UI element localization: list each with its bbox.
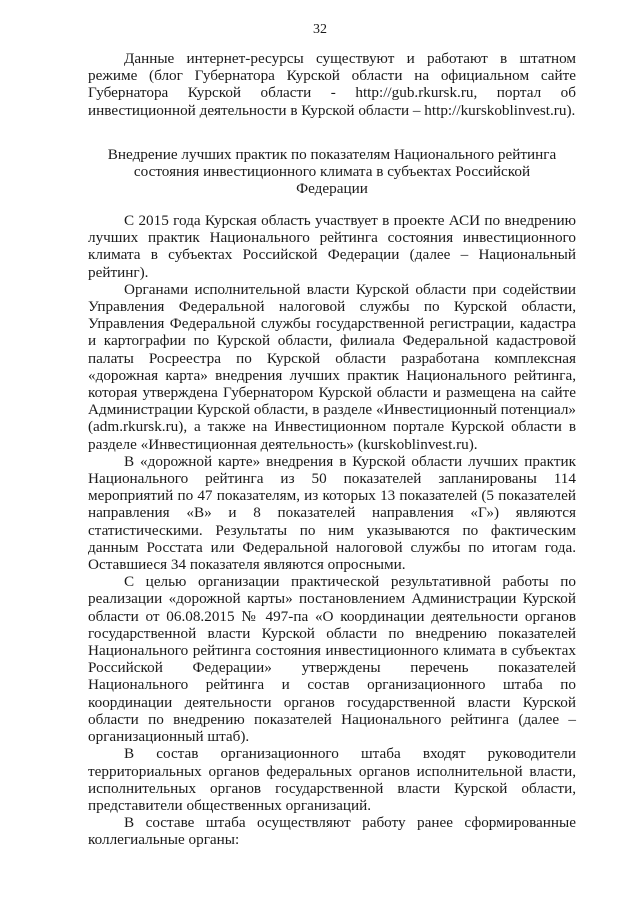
- body-text: [88, 212, 576, 849]
- paragraph-roadmap-indicators: В «дорожной карте» внедрения в Курской области лучших практик Национального рейтинга из 50 показателей запланированы 114 мероприятий по 47 показателям, из которых 13 показателей (5 показателей направления «В» и 8 показателей направления «Г») являются статистическими. Результаты по ним указываются по фактическим данным Росстата или Федеральной налоговой службы по итогам года. Оставшиеся 34 показателя являются опросными.: [88, 452, 576, 574]
- paragraph-collegial-bodies: В составе штаба осуществляют работу ранее сформированные коллегиальные органы:: [88, 814, 576, 849]
- paragraph-headquarters-composition: В состав организационного штаба входят руководители территориальных органов федеральных органов исполнительной власти, исполнительных органов государственной власти Курской области, представители общественных организаций.: [88, 745, 576, 814]
- intro-block: [88, 50, 576, 119]
- intro-paragraph: Данные интернет-ресурсы существуют и работают в штатном режиме (блог Губернатора Курской области на официальном сайте Губернатора Курской области - http://gub.rkursk.ru, портал об инвестиционной деятельности в Курской области – http://kurskoblinvest.ru).: [88, 50, 576, 119]
- page-number: 32: [313, 22, 327, 37]
- paragraph-roadmap-development: Органами исполнительной власти Курской области при содействии Управления Федеральной налоговой службы по Курской области, Управления Федеральной службы государственной регистрации, кадастра и картографии по Курской области, филиала Федеральной кадастровой палаты Росреестра по Курской области разработана комплексная «дорожная карта» внедрения лучших практик Национального рейтинга, которая утверждена Губернатором Курской области и размещена на сайте Администрации Курской области, в разделе «Инвестиционный потенциал» (adm.rkursk.ru), а также на Инвестиционном портале Курской области в разделе «Инвестиционная деятельность» (kurskoblinvest.ru).: [88, 280, 576, 453]
- paragraph-resolution: С целью организации практической результативной работы по реализации «дорожной карты» постановлением Администрации Курской области от 06.08.2015 № 497-па «О координации деятельности органов государственной власти Курской области по внедрению показателей Национального рейтинга состояния инвестиционного климата в субъектах Российской Федерации» утверждены перечень показателей Национального рейтинга и состав организационного штаба по координации деятельности органов государственной власти Курской области по внедрению показателей Национального рейтинга (далее – организационный штаб).: [88, 573, 576, 746]
- section-heading-block: [88, 146, 576, 198]
- paragraph-asi-project: С 2015 года Курская область участвует в проекте АСИ по внедрению лучших практик Национального рейтинга состояния инвестиционного климата в субъектах Российской Федерации (далее – Национальный рейтинг).: [88, 212, 576, 281]
- section-heading: Внедрение лучших практик по показателям Национального рейтинга состояния инвестиционного климата в субъектах Российской Федерации: [107, 146, 557, 198]
